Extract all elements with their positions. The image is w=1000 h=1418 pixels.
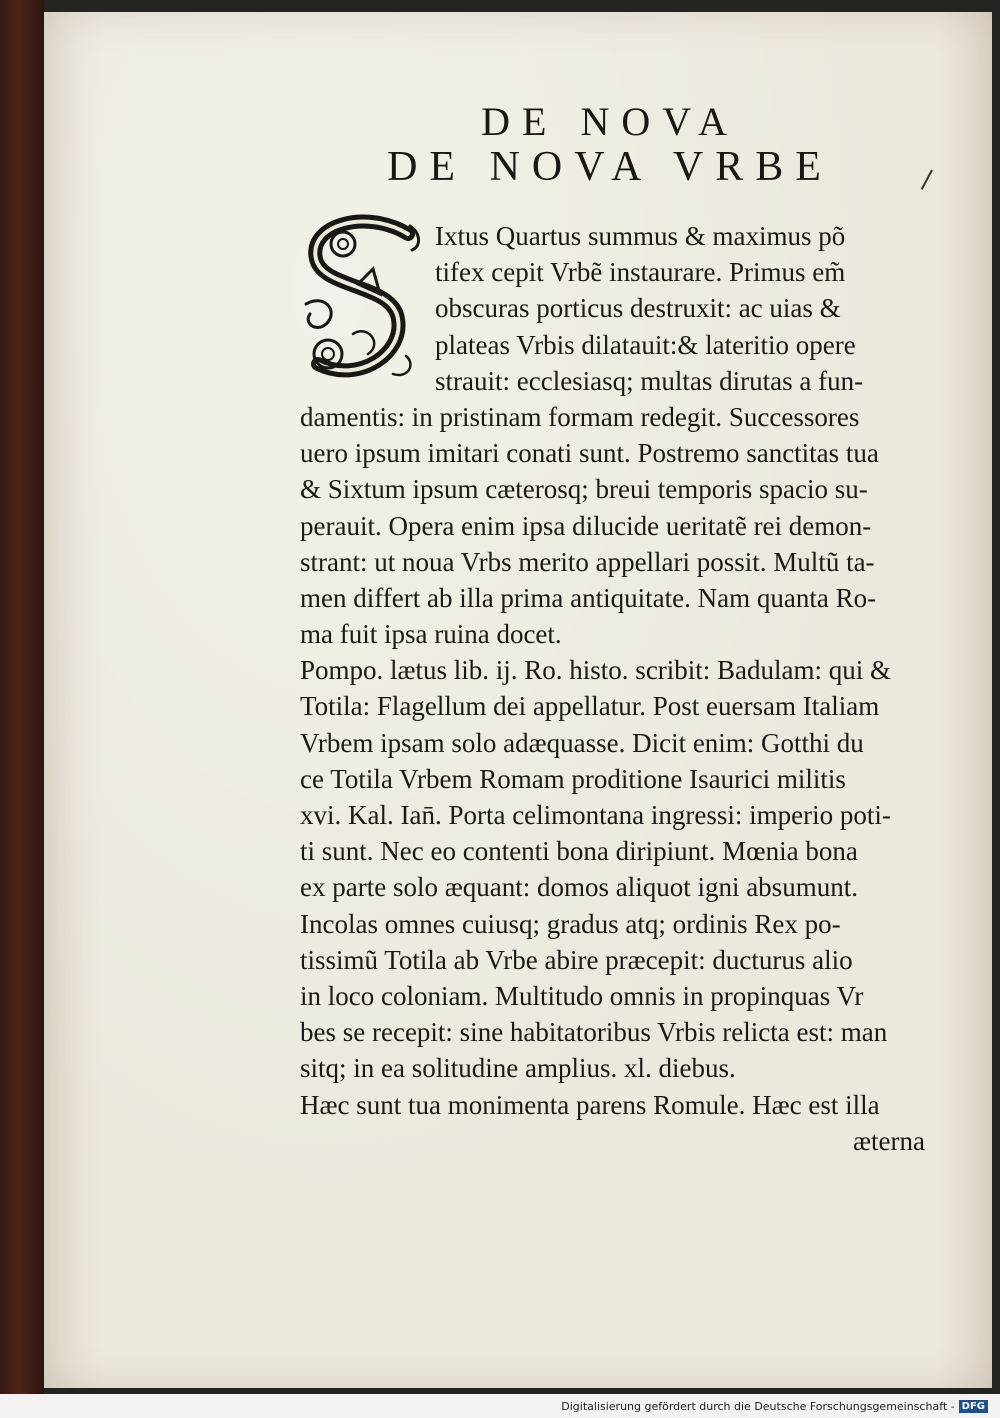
text-line: bes se recepit: sine habitatoribus Vrbis relicta est: man [300,1017,888,1048]
text-line: ti sunt. Nec eo contenti bona diripiunt. Mœnia bona [300,836,858,867]
text-line: strauit: ecclesiasq; multas dirutas a fun- [435,365,864,396]
text-line: sitq; in ea solitudine amplius. xl. diebus. [300,1053,736,1084]
text-line: in loco coloniam. Multitudo omnis in propinquas Vr [300,980,864,1011]
body-text [300,218,925,1159]
text-line: Ixtus Quartus summus & maximus põ [435,221,846,251]
book-spine [0,0,44,1394]
running-head: DE NOVA [481,99,739,144]
catchword: æterna [853,1125,925,1156]
dfg-logo[interactable]: DFG [959,1400,988,1413]
text-line: ex parte solo æquant: domos aliquot igni absumunt. [300,872,858,903]
text-line: tissimũ Totila ab Vrbe abire præcepit: ducturus alio [300,944,853,975]
digitization-footer [0,1394,1000,1418]
text-line: plateas Vrbis dilatauit:& lateritio opere [435,329,856,360]
text-line: tifex cepit Vrbẽ instaurare. Primus em̃ [435,257,846,288]
text-line: Pompo. lætus lib. ij. Ro. histo. scribit: Badulam: qui & [300,655,892,686]
footer-credit: Digitalisierung gefördert durch die Deutsche Forschungsgemeinschaft - [561,1399,955,1413]
page-title: DE NOVA VRBE [387,144,833,190]
text-line: Hæc sunt tua monimenta parens Romule. Hæc est illa [300,1089,880,1120]
text-line: men differt ab illa prima antiquitate. Nam quanta Ro- [300,582,877,613]
text-line: perauit. Opera enim ipsa dilucide ueritatẽ rei demon- [300,510,872,541]
text-line: & Sixtum ipsum cæterosq; breui temporis spacio su- [300,474,868,505]
text-line: damentis: in pristinam formam redegit. Successores [300,401,860,432]
text-line: obscuras porticus destruxit: ac uias & [435,293,841,324]
text-line: Incolas omnes cuiusq; gradus atq; ordinis Rex po- [300,908,841,939]
text-line: ce Totila Vrbem Romam proditione Isaurici militis [300,763,846,794]
text-line: xvi. Kal. Ian̄. Porta celimontana ingressi: imperio poti- [300,800,891,830]
text-line: uero ipsum imitari conati sunt. Postremo sanctitas tua [300,438,879,469]
text-line: Totila: Flagellum dei appellatur. Post euersam Italiam [300,691,880,722]
text-line: Vrbem ipsam solo adæquasse. Dicit enim: Gotthi du [300,727,864,758]
text-line: strant: ut noua Vrbs merito appellari possit. Multũ ta- [300,546,875,577]
text-line: ma fuit ipsa ruina docet. [300,619,562,650]
